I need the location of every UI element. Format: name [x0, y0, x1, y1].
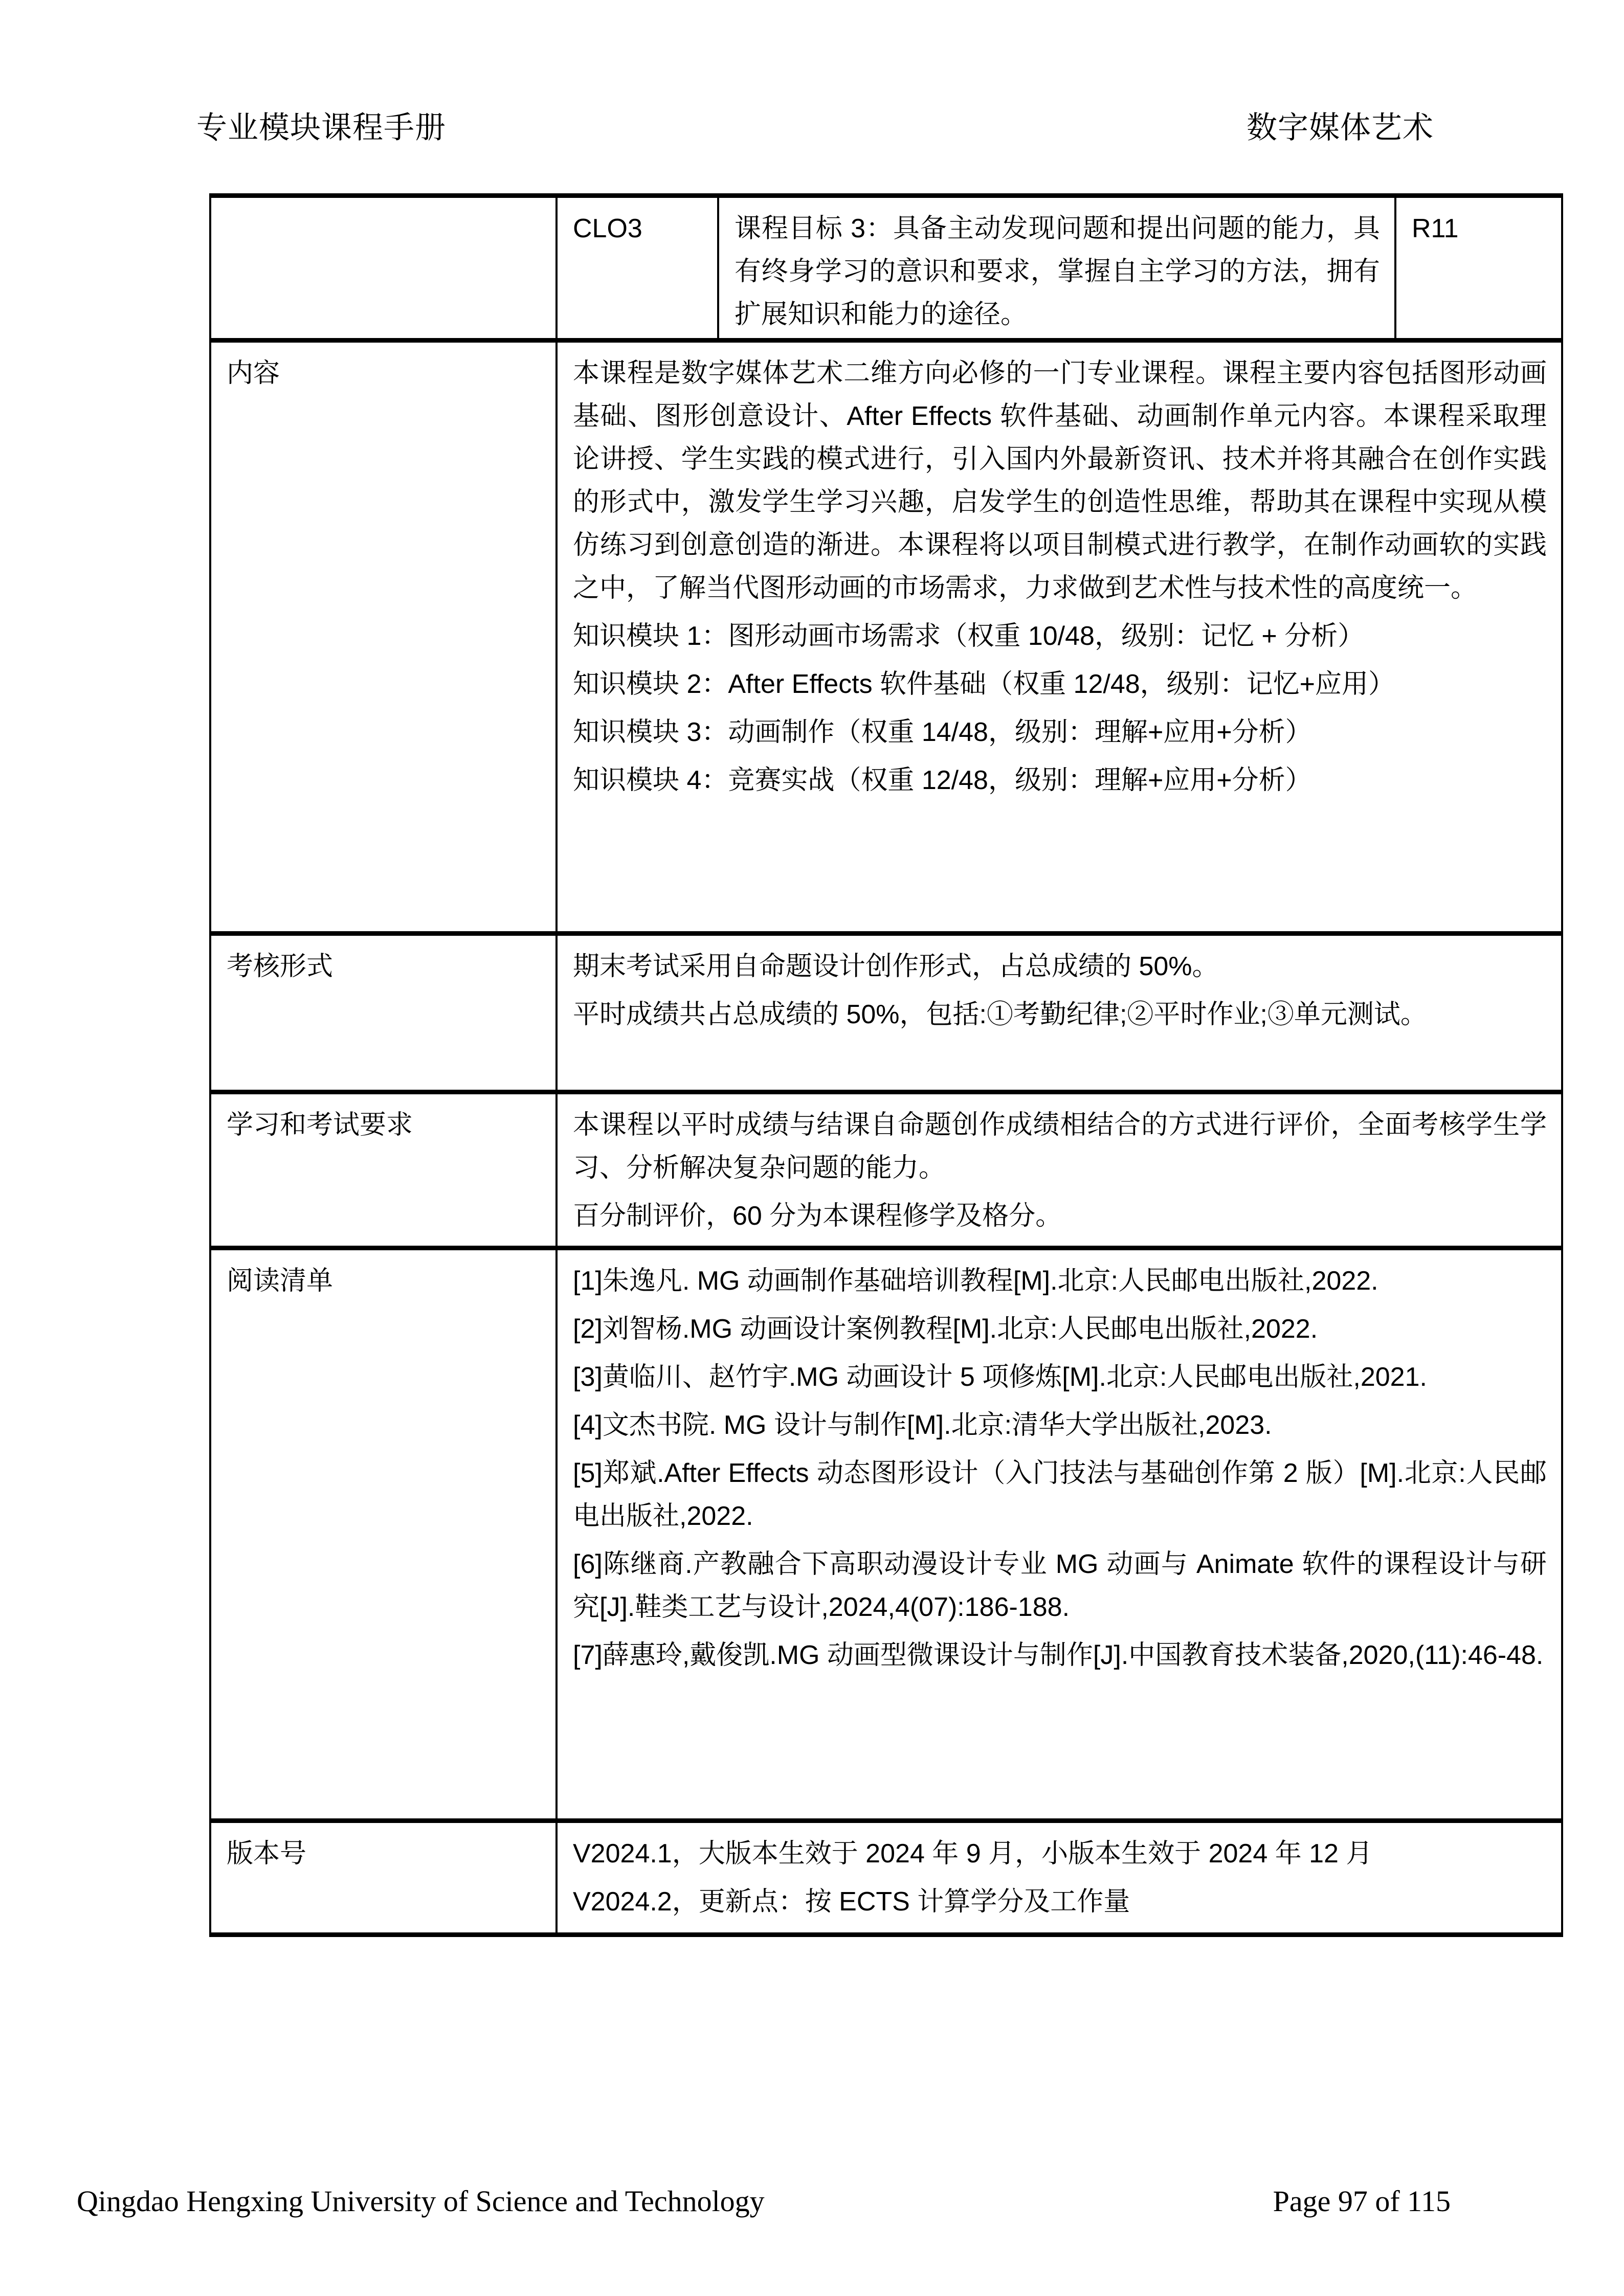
- table-row-assessment: [210, 934, 1562, 1092]
- header-right-title: 数字媒体艺术: [1247, 110, 1434, 145]
- table-row-version: [210, 1821, 1562, 1935]
- reading-item-1: [1]朱逸凡. MG 动画制作基础培训教程[M].北京:人民邮电出版社,2022.: [573, 1266, 1378, 1296]
- reading-item-7: [7]薛惠玲,戴俊凯.MG 动画型微课设计与制作[J].中国教育技术装备,2020,(11):46-48.: [573, 1640, 1544, 1670]
- reading-item-6: [6]陈继商.产教融合下高职动漫设计专业 MG 动画与 Animate 软件的课程设计与研究[J].鞋类工艺与设计,2024,4(07):186-188.: [573, 1549, 1547, 1622]
- knowledge-module-3: 知识模块 3：动画制作（权重 14/48，级别：理解+应用+分析）: [573, 717, 1312, 747]
- footer-institution: Qingdao Hengxing University of Science and Technology: [77, 2185, 765, 2218]
- version-row-cell: [557, 1821, 1562, 1935]
- version-major-text: V2024.1，大版本生效于 2024 年 9 月，小版本生效于 2024 年 12 月: [573, 1839, 1373, 1869]
- assessment-row-cell: [557, 934, 1562, 1092]
- table-row-clo3: [210, 196, 1562, 341]
- requirements-row-cell: [557, 1092, 1562, 1248]
- knowledge-module-2: 知识模块 2：After Effects 软件基础（权重 12/48，级别：记忆+应用）: [573, 669, 1395, 699]
- clo3-indicator-cell: R11: [1395, 196, 1562, 341]
- reading-row-label: 阅读清单: [210, 1248, 557, 1821]
- knowledge-module-1: 知识模块 1：图形动画市场需求（权重 10/48，级别：记忆 + 分析）: [573, 621, 1365, 651]
- header-left-title: 专业模块课程手册: [196, 110, 446, 145]
- version-row-label: 版本号: [210, 1821, 557, 1935]
- clo3-description-cell: [718, 196, 1395, 341]
- table-row-content: [210, 341, 1562, 934]
- table-row-requirements: [210, 1092, 1562, 1248]
- course-info-table: [209, 193, 1563, 1937]
- clo3-empty-label-cell: [210, 196, 557, 341]
- content-paragraph: 本课程是数字媒体艺术二维方向必修的一门专业课程。课程主要内容包括图形动画基础、图形创意设计、After Effects 软件基础、动画制作单元内容。本课程采取理论讲授、学生实践的模式进行，引入国内外最新资讯、技术并将其融合在创作实践的形式中，激发学生学习兴趣，启发学生的创造性思维，帮助其在课程中实现从模仿练习到创意创造的渐进。本课程将以项目制模式进行教学，在制作动画软的实践之中，了解当代图形动画的市场需求，力求做到艺术性与技术性的高度统一。: [573, 358, 1547, 603]
- requirements-evaluation-text: 本课程以平时成绩与结课自命题创作成绩相结合的方式进行评价，全面考核学生学习、分析解决复杂问题的能力。: [573, 1110, 1547, 1183]
- requirements-row-label: 学习和考试要求: [210, 1092, 557, 1248]
- content-row-label: 内容: [210, 341, 557, 934]
- reading-item-5: [5]郑斌.After Effects 动态图形设计（入门技法与基础创作第 2 版）[M].北京:人民邮电出版社,2022.: [573, 1458, 1547, 1531]
- reading-item-3: [3]黄临川、赵竹宇.MG 动画设计 5 项修炼[M].北京:人民邮电出版社,2021.: [573, 1362, 1427, 1392]
- requirements-passing-score-text: 百分制评价，60 分为本课程修学及格分。: [573, 1201, 1062, 1231]
- reading-row-cell: [557, 1248, 1562, 1821]
- clo3-description-text: 课程目标 3：具备主动发现问题和提出问题的能力，具有终身学习的意识和要求，掌握自主学习的方法，拥有扩展知识和能力的途径。: [735, 214, 1380, 329]
- footer-page-number: Page 97 of 115: [1273, 2185, 1451, 2218]
- content-row-cell: [557, 341, 1562, 934]
- version-update-text: V2024.2，更新点：按 ECTS 计算学分及工作量: [573, 1887, 1130, 1917]
- clo3-code-cell: CLO3: [557, 196, 718, 341]
- assessment-row-label: 考核形式: [210, 934, 557, 1092]
- reading-item-4: [4]文杰书院. MG 设计与制作[M].北京:清华大学出版社,2023.: [573, 1410, 1272, 1440]
- reading-item-2: [2]刘智杨.MG 动画设计案例教程[M].北京:人民邮电出版社,2022.: [573, 1314, 1318, 1344]
- table-row-reading-list: [210, 1248, 1562, 1821]
- assessment-final-exam-text: 期末考试采用自命题设计创作形式，占总成绩的 50%。: [573, 952, 1219, 981]
- assessment-regular-grade-text: 平时成绩共占总成绩的 50%，包括:①考勤纪律;②平时作业;③单元测试。: [573, 1000, 1427, 1029]
- knowledge-module-4: 知识模块 4：竞赛实战（权重 12/48，级别：理解+应用+分析）: [573, 766, 1312, 795]
